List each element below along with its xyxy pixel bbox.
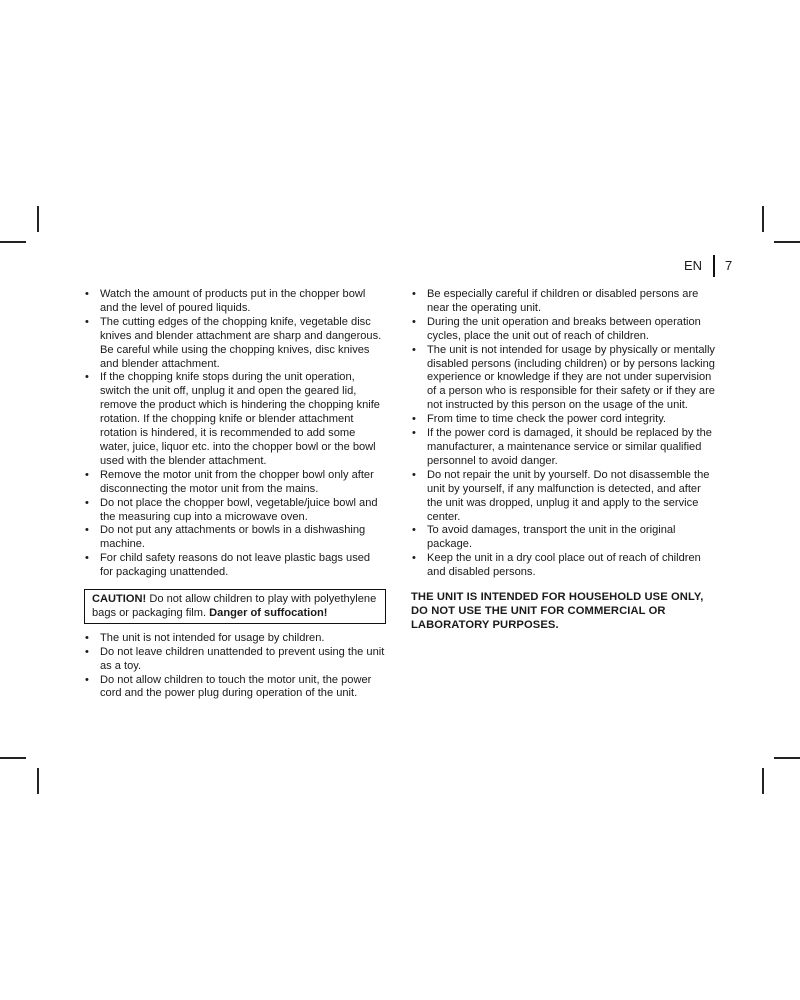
safety-list-right — [411, 288, 715, 580]
page-header — [0, 258, 800, 274]
safety-list-top — [84, 288, 386, 580]
list-item: • The unit is not intended for usage by physically or mentally disabled persons (including children) or by persons lacking experience or knowledge if they are not under supervision of a person who is responsible for their safety or if they are not instructed by this person on the usage of the unit. — [411, 344, 715, 414]
crop-mark-bottom-right-horizontal — [774, 757, 800, 759]
list-item: • Do not leave children unattended to prevent using the unit as a toy. — [84, 646, 386, 674]
list-item: • Remove the motor unit from the chopper bowl only after disconnecting the motor unit from the mains. — [84, 469, 386, 497]
list-item: • Do not allow children to touch the motor unit, the power cord and the power plug during operation of the unit. — [84, 674, 386, 702]
list-item: • Do not put any attachments or bowls in a dishwashing machine. — [84, 524, 386, 552]
safety-list-bottom — [84, 632, 386, 702]
list-item: • Do not place the chopper bowl, vegetable/juice bowl and the measuring cup into a microwave oven. — [84, 497, 386, 525]
caution-box — [84, 589, 386, 624]
list-item: • If the chopping knife stops during the unit operation, switch the unit off, unplug it and open the geared lid, remove the product which is hindering the chopping knife rotation. If the chopping knife or blender attachment rotation is hindered, it is recommended to add some water, juice, liquor etc. into the chopper bowl or the bowl used with the blender attachment. — [84, 371, 386, 468]
crop-mark-top-left-vertical — [37, 206, 39, 232]
crop-mark-bottom-left-horizontal — [0, 757, 26, 759]
list-item: • For child safety reasons do not leave plastic bags used for packaging unattended. — [84, 552, 386, 580]
caution-emphasis: Danger of suffocation! — [209, 606, 328, 619]
right-column — [411, 288, 715, 632]
list-item: • Watch the amount of products put in the chopper bowl and the level of poured liquids. — [84, 288, 386, 316]
crop-mark-top-right-vertical — [762, 206, 764, 232]
crop-mark-bottom-right-vertical — [762, 768, 764, 794]
caution-label: CAUTION! — [92, 593, 147, 606]
list-item: • If the power cord is damaged, it should be replaced by the manufacturer, a maintenance service or similar qualified personnel to avoid danger. — [411, 427, 715, 469]
list-item: • To avoid damages, transport the unit in the original package. — [411, 524, 715, 552]
language-code: EN — [684, 258, 703, 273]
list-item: • Be especially careful if children or disabled persons are near the operating unit. — [411, 288, 715, 316]
list-item: • Keep the unit in a dry cool place out of reach of children and disabled persons. — [411, 552, 715, 580]
list-item: • During the unit operation and breaks between operation cycles, place the unit out of reach of children. — [411, 316, 715, 344]
list-item: • The unit is not intended for usage by children. — [84, 632, 386, 646]
crop-mark-top-right-horizontal — [774, 241, 800, 243]
page-number: 7 — [725, 258, 733, 273]
left-column — [84, 288, 386, 701]
crop-mark-bottom-left-vertical — [37, 768, 39, 794]
caution-text: Do not allow children to play with polyethylene bags or packaging film. — [92, 593, 377, 619]
list-item: • Do not repair the unit by yourself. Do not disassemble the unit by yourself, if any malfunction is detected, and after the unit was dropped, unplug it and apply to the service center. — [411, 469, 715, 525]
household-use-notice: THE UNIT IS INTENDED FOR HOUSEHOLD USE ONLY, DO NOT USE THE UNIT FOR COMMERCIAL OR LABORATORY PURPOSES. — [411, 591, 704, 632]
list-item: • From time to time check the power cord integrity. — [411, 413, 715, 427]
crop-mark-top-left-horizontal — [0, 241, 26, 243]
list-item: • The cutting edges of the chopping knife, vegetable disc knives and blender attachment are sharp and dangerous. Be careful while using the chopping knives, disc knives and blender attachment. — [84, 316, 386, 372]
header-separator — [713, 255, 715, 277]
